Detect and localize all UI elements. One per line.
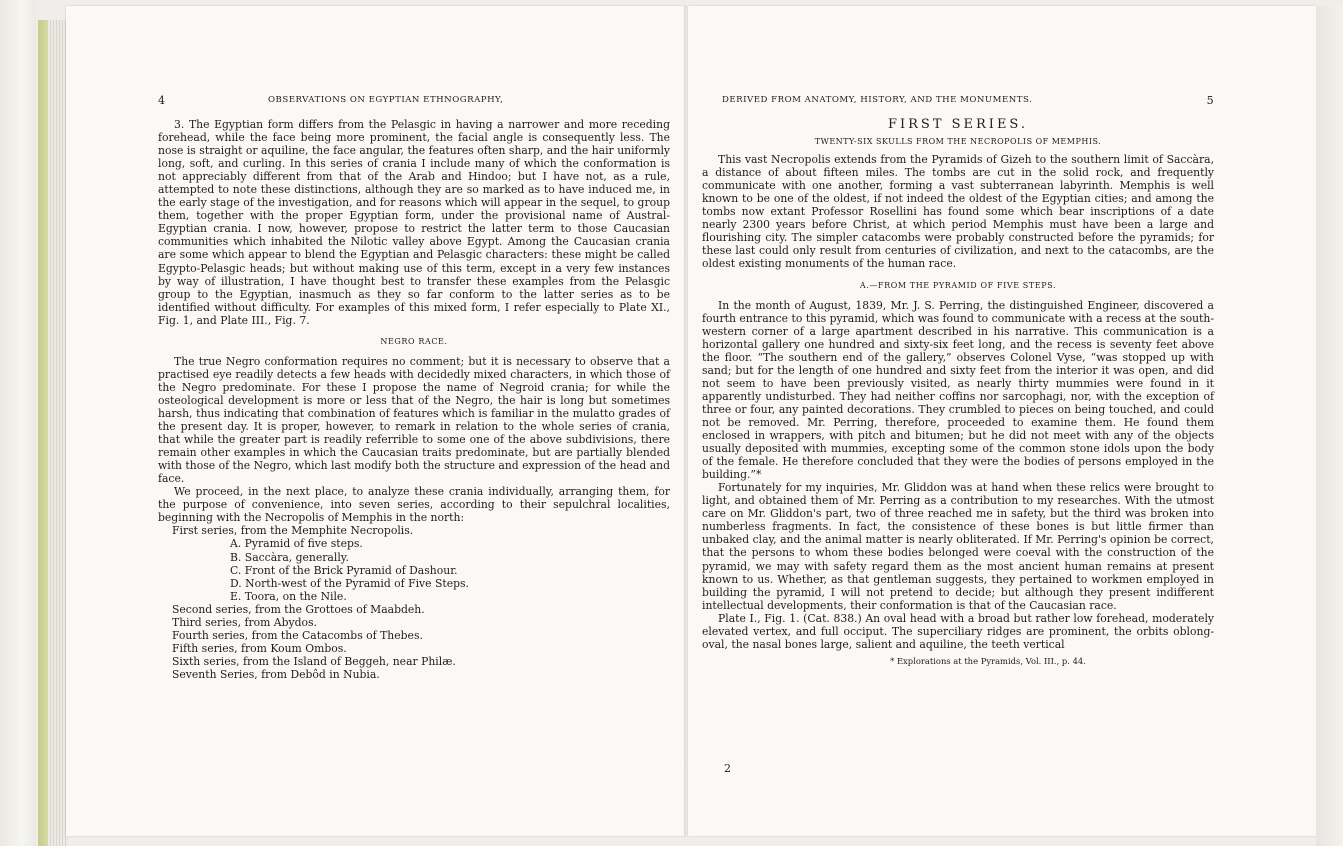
series-list-item: First series, from the Memphite Necropolis. bbox=[172, 524, 414, 538]
book-spine-binding bbox=[38, 20, 48, 846]
pyramid-section-heading: A.—FROM THE PYRAMID OF FIVE STEPS. bbox=[859, 280, 1057, 290]
series-list-item: Fourth series, from the Catacombs of Thebes. bbox=[172, 628, 423, 642]
series-list-subitem: B. Saccàra, generally. bbox=[230, 550, 349, 564]
left-page-number: 4 bbox=[158, 94, 166, 107]
series-list-item: Third series, from Abydos. bbox=[172, 615, 317, 629]
right-page-number: 5 bbox=[1206, 94, 1214, 107]
right-running-title: DERIVED FROM ANATOMY, HISTORY, AND THE MONUMENTS. bbox=[722, 95, 1033, 105]
series-list bbox=[158, 524, 670, 681]
series-list-item: Second series, from the Grottoes of Maabdeh. bbox=[172, 602, 425, 616]
series-list-subitem: C. Front of the Brick Pyramid of Dashour. bbox=[230, 563, 458, 577]
first-series-subheading: TWENTY-SIX SKULLS FROM THE NECROPOLIS OF MEMPHIS. bbox=[814, 137, 1102, 147]
negro-conformation-paragraph: The true Negro conformation requires no comment; but it is necessary to observe that a practised eye readily detects a few heads with decidedly mixed characters, in which those of the Negro predominate. For these I propose the name of Negroid crania; for while the osteological development is more or less that of the Negro, the hair is long but sometimes harsh, thus indicating that combination of features which is familiar in the mulatto grades of the present day. It is proper, however, to remark in relation to the whole series of crania, that while the greater part is readily referrible to some one of the above subdivisions, there remain other examples in which the Caucasian traits predominate, but are partially blended with those of the Negro, which last modify both the structure and expression of the head and face. bbox=[158, 354, 670, 486]
series-list-subitem: A. Pyramid of five steps. bbox=[230, 537, 363, 551]
series-list-item: Sixth series, from the Island of Beggeh, near Philæ. bbox=[172, 654, 456, 668]
signature-mark: 2 bbox=[724, 762, 731, 775]
series-list-subitem: D. North-west of the Pyramid of Five Steps. bbox=[230, 576, 469, 590]
plate-description-paragraph: Plate I., Fig. 1. (Cat. 838.) An oval head with a broad but rather low forehead, moderately elevated vertex, and full occiput. The superciliary ridges are prominent, the orbits oblong-oval, the nasal bones large, salient and aquiline, the teeth vertical bbox=[702, 611, 1214, 651]
first-series-heading: FIRST SERIES. bbox=[887, 117, 1029, 132]
footnote: * Explorations at the Pyramids, Vol. III., p. 44. bbox=[890, 655, 1086, 666]
right-page-text bbox=[702, 90, 1214, 668]
book-edge-left bbox=[0, 0, 36, 846]
left-page bbox=[66, 6, 686, 836]
left-page-text bbox=[158, 90, 670, 681]
page-stack-edges bbox=[48, 20, 68, 846]
series-list-subitem: E. Toora, on the Nile. bbox=[230, 589, 347, 603]
necropolis-paragraph: This vast Necropolis extends from the Pyramids of Gizeh to the southern limit of Saccàra, a distance of about fifteen miles. The tombs are cut in the solid rock, and frequently communicate with one another, forming a vast subterranean labyrinth. Memphis is well known to be one of the oldest, if not indeed the oldest of the Egyptian cities; and among the tombs now extant Professor Rosellini has found some which bear inscriptions of a date nearly 2300 years before Christ, at which period Memphis must have been a large and flourishing city. The simpler catacombs were probably constructed before the pyramids; for these last could only result from centuries of civilization, and next to the catacombs, are the oldest existing monuments of the human race. bbox=[702, 153, 1214, 271]
negro-race-heading: NEGRO RACE. bbox=[380, 336, 448, 346]
egyptian-form-paragraph: 3. The Egyptian form differs from the Pelasgic in having a narrower and more receding forehead, while the face being more prominent, the facial angle is consequently less. The nose is straight or aquiline, the face angular, the features often sharp, and the hair uniformly long, soft, and curling. In this series of crania I include many of which the conformation is not appreciably different from that of the Arab and Hindoo; but I have not, as a rule, attempted to note these distinctions, although they are so marked as to have induced me, in the early stage of the investigation, and for reasons which will appear in the sequel, to group them, together with the proper Egyptian form, under the provisional name of Austral-Egyptian crania. I now, however, propose to restrict the latter term to those Caucasian communities which inhabited the Nilotic valley above Egypt. Among the Caucasian crania are some which appear to blend the Egyptian and Pelasgic characters: these might be called Egypto-Pelasgic heads; but without making use of this term, except in a very few instances by way of illustration, I have thought best to transfer these examples from the Pelasgic group to the Egyptian, inasmuch as they so far conform to the latter series as to be identified without difficulty. For examples of this mixed form, I refer especially to Plate XI., Fig. 1, and Plate III., Fig. 7. bbox=[158, 118, 670, 327]
series-list-item: Fifth series, from Koum Ombos. bbox=[172, 641, 347, 655]
gliddon-paragraph: Fortunately for my inquiries, Mr. Gliddon was at hand when these relics were brought to light, and obtained them of Mr. Perring as a contribution to my researches. With the utmost care on Mr. Gliddon's part, two of three reached me in safety, but the third was broken into numberless fragments. In fact, the consistence of these bones is but little firmer than unbaked clay, and the animal matter is nearly obliterated. If Mr. Perring's opinion be correct, that the persons to whom these bodies belonged were coeval with the construction of the pyramid, we may with safety regard them as the most ancient human remains at present known to us. Whether, as that gentleman suggests, they pertained to workmen employed in building the pyramid, I will not pretend to decide; but although they present indifferent intellectual developments, their conformation is that of the Caucasian race. bbox=[702, 481, 1214, 612]
series-intro-paragraph: We proceed, in the next place, to analyze these crania individually, arranging them, for the purpose of convenience, into seven series, according to their sepulchral localities, beginning with the Necropolis of Memphis in the north: bbox=[158, 485, 670, 525]
book-edge-right bbox=[1316, 6, 1343, 846]
series-list-item: Seventh Series, from Debôd in Nubia. bbox=[172, 667, 380, 681]
right-page bbox=[688, 6, 1316, 836]
perring-discovery-paragraph: In the month of August, 1839, Mr. J. S. Perring, the distinguished Engineer, discovered a fourth entrance to this pyramid, which was found to communicate with a recess at the south-western corner of a large apartment described in his narrative. This communication is a horizontal gallery one hundred and sixty-six feet long, and the recess is seventy feet above the floor. “The southern end of the gallery,” observes Colonel Vyse, “was stopped up with sand; but for the length of one hundred and sixty feet from the interior it was open, and did not seem to have been previously visited, as nearly thirty mummies were found in it apparently undisturbed. They had neither coffins nor sarcophagi, nor, with the exception of three or four, any painted decorations. They crumbled to pieces on being touched, and could not be removed. Mr. Perring, therefore, proceeded to examine them. He found them enclosed in wrappers, with pitch and bitumen; but he did not meet with any of the objects usually deposited with mummies, excepting some of the common stone idols upon the body of the female. He therefore concluded that they were the bodies of persons employed in the building.”* bbox=[702, 298, 1214, 482]
left-running-title: OBSERVATIONS ON EGYPTIAN ETHNOGRAPHY, bbox=[268, 95, 504, 105]
